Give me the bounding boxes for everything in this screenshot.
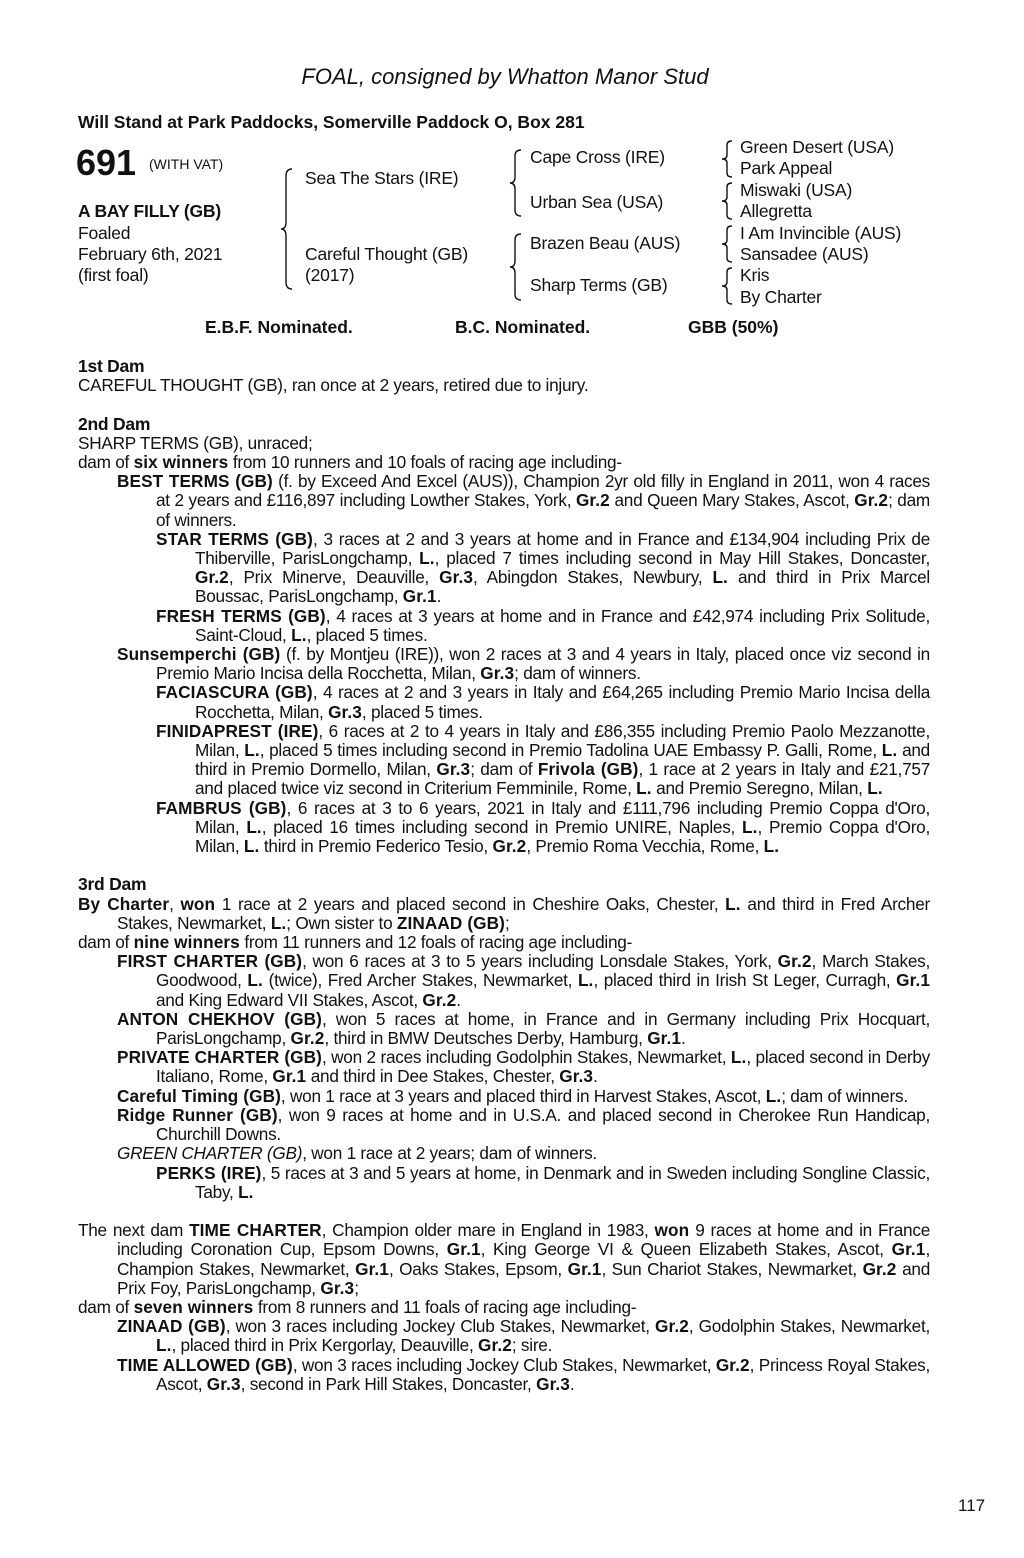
text: and Queen Mary Stakes, Ascot, — [609, 490, 855, 511]
foaled-date: February 6th, 2021 — [78, 244, 223, 264]
pedigree-paragraph — [78, 683, 930, 721]
bold-text: Gr.2 — [478, 1335, 512, 1356]
pedigree-paragraph — [78, 472, 930, 530]
text: , — [169, 893, 181, 914]
bold-text: FRESH TERMS (GB) — [156, 605, 326, 626]
text: from 8 runners and 11 foals of racing age including- — [253, 1296, 637, 1317]
bold-text: Frivola (GB) — [537, 759, 639, 780]
bold-text: L. — [577, 970, 594, 991]
text: and third in Prix Marcel Boussac, ParisLongchamp, — [195, 567, 930, 607]
text: , Prix Minerve, Deauville, — [228, 567, 440, 588]
bold-text: L. — [636, 778, 652, 799]
lot-number: 691 — [76, 142, 137, 183]
text: and Premio Seregno, Milan, — [651, 778, 868, 799]
text: , placed third in Prix Kergorlay, Deauville, — [171, 1335, 479, 1356]
pedigree-paragraph — [78, 1048, 930, 1086]
pedigree-paragraph — [78, 1144, 930, 1163]
italic-text: GREEN CHARTER (GB) — [117, 1143, 303, 1164]
bold-text: L. — [725, 893, 741, 914]
text: , Abingdon Stakes, Newbury, — [473, 567, 713, 588]
bold-text: L. — [730, 1047, 747, 1068]
bc-nomination: B.C. Nominated. — [455, 317, 591, 337]
bold-text: Gr.3 — [536, 1373, 570, 1394]
pedigree-paragraph — [78, 1087, 930, 1106]
bold-text: L. — [243, 836, 260, 857]
text: , 6 races at 3 to 6 years, 2021 in Italy and £111,796 including Premio Coppa d'Oro, Milan, — [195, 797, 930, 837]
ancestor-g4: Allegretta — [740, 201, 812, 221]
ancestor-g4: Green Desert (USA) — [740, 137, 894, 157]
text: CAREFUL THOUGHT (GB), ran once at 2 years, retired due to injury. — [78, 375, 589, 396]
text: and third in Premio Dormello, Milan, — [195, 740, 930, 780]
text: , Premio Roma Vecchia, Rome, — [526, 836, 764, 857]
text: , 1 race at 2 years in Italy and £21,757 and placed twice viz second in Criterium Femminile, Rome, — [195, 759, 930, 799]
bold-text: L. — [765, 1085, 782, 1106]
text: ; sire. — [511, 1335, 553, 1356]
pedigree-paragraph — [78, 1164, 930, 1202]
text: dam of — [78, 1296, 134, 1317]
bold-text: seven winners — [133, 1296, 254, 1317]
text: , Godolphin Stakes, Newmarket, — [688, 1316, 930, 1337]
bold-text: Ridge Runner (GB) — [117, 1104, 278, 1125]
bold-text: L. — [244, 740, 260, 761]
bold-text: FINIDAPREST (IRE) — [156, 720, 319, 741]
text: , King George VI & Queen Elizabeth Stakes, Ascot, — [480, 1239, 892, 1260]
pedigree-paragraph — [78, 1298, 930, 1317]
text: The next dam — [78, 1220, 190, 1241]
bold-text: Gr.3 — [480, 663, 515, 684]
text: , Princess Royal Stakes, Ascot, — [156, 1354, 931, 1394]
bold-text: L. — [247, 970, 263, 991]
bold-text: L. — [419, 548, 435, 569]
bold-text: Gr.3 — [320, 1277, 355, 1298]
sire-of-dam: Brazen Beau (AUS) — [530, 233, 681, 253]
text: third in Premio Federico Tesio, — [259, 836, 493, 857]
text: . — [593, 1066, 598, 1087]
text: , placed third in Irish St Leger, Curragh, — [593, 970, 897, 991]
text: , Oaks Stakes, Epsom, — [388, 1258, 568, 1279]
ancestor-g4: Kris — [740, 265, 770, 285]
pedigree-brace — [720, 225, 734, 263]
dam-of-sire: Urban Sea (USA) — [530, 192, 664, 212]
pedigree-brace — [720, 267, 734, 305]
section-heading — [78, 875, 930, 894]
pedigree-brace — [509, 149, 523, 217]
text: 9 races at home and in France including Coronation Cup, Epsom Downs, — [117, 1220, 930, 1260]
text: , won 5 races at home, in France and in Germany including Prix Hocquart, ParisLongchamp, — [156, 1008, 931, 1049]
bold-text: L. — [763, 836, 780, 857]
text: , Premio Coppa d'Oro, Milan, — [195, 816, 930, 857]
text: , placed 5 times. — [306, 624, 428, 645]
text: dam of — [78, 932, 134, 953]
pedigree-paragraph — [78, 1317, 930, 1355]
pedigree-paragraph — [78, 722, 930, 799]
text: , second in Park Hill Stakes, Doncaster, — [240, 1373, 537, 1394]
bold-text: Gr.2 — [492, 836, 527, 857]
pedigree-paragraph — [78, 952, 930, 1010]
spacer — [78, 395, 930, 414]
text: , won 2 races including Godolphin Stakes, Newmarket, — [321, 1047, 731, 1068]
text: from 10 runners and 10 foals of racing age including- — [228, 452, 622, 472]
bold-text: Gr.1 — [355, 1258, 389, 1279]
text: 3rd Dam — [78, 874, 147, 895]
bold-text: STAR TERMS (GB) — [156, 528, 313, 549]
bold-text: L. — [881, 740, 898, 761]
bold-text: L. — [246, 816, 262, 837]
pedigree-paragraph — [78, 895, 930, 933]
bold-text: FAMBRUS (GB) — [156, 797, 287, 818]
text: ; — [504, 912, 510, 933]
pedigree-paragraph — [78, 1221, 930, 1298]
text: (twice), Fred Archer Stakes, Newmarket, — [262, 970, 578, 991]
text: ; dam of winners. — [781, 1085, 908, 1106]
bold-text: Sunsemperchi (GB) — [117, 644, 281, 665]
text: (f. by Exceed And Excel (AUS)), Champion 2yr old filly in England in 2011, won 4 races at 2 years and £116,897 including Lowther Stakes, York, — [156, 471, 931, 511]
bold-text: Gr.2 — [655, 1316, 689, 1337]
pedigree-brace — [280, 168, 294, 290]
pedigree-brace — [720, 140, 734, 178]
bold-text: six winners — [133, 452, 229, 472]
bold-text: L. — [291, 624, 307, 645]
bold-text: Gr.1 — [402, 586, 437, 607]
bold-text: Gr.1 — [896, 970, 930, 991]
bold-text: BEST TERMS (GB) — [117, 471, 273, 492]
foaled-label: Foaled — [78, 223, 131, 243]
bold-text: L. — [742, 816, 758, 837]
bold-text: won — [180, 893, 216, 914]
bold-text: Gr.3 — [439, 567, 474, 588]
text: . — [569, 1373, 575, 1394]
text: , won 3 races including Jockey Club Stakes, Newmarket, — [225, 1316, 656, 1337]
ancestor-g4: I Am Invincible (AUS) — [740, 223, 902, 243]
bold-text: won — [654, 1220, 690, 1241]
text: 1 race at 2 years and placed second in Cheshire Oaks, Chester, — [215, 893, 726, 914]
text: , won 9 races at home and in U.S.A. and placed second in Cherokee Run Handicap, Churchill Downs. — [156, 1104, 930, 1145]
text: , placed 16 times including second in Premio UNIRE, Naples, — [261, 816, 743, 837]
text: 2nd Dam — [78, 413, 151, 434]
bold-text: Gr.1 — [567, 1258, 602, 1279]
text: , 5 races at 3 and 5 years at home, in Denmark and in Sweden including Songline Classic, Taby, — [195, 1162, 930, 1202]
pedigree-paragraph — [78, 1356, 930, 1394]
text: ; Own sister to — [286, 912, 397, 933]
gbb-note: GBB (50%) — [688, 317, 779, 337]
bold-text: Gr.2 — [575, 490, 610, 511]
bold-text: Gr.2 — [422, 989, 457, 1010]
pedigree-brace — [509, 233, 523, 301]
text: ; — [354, 1277, 359, 1298]
bold-text: FIRST CHARTER (GB) — [117, 951, 303, 972]
bold-text: TIME ALLOWED (GB) — [117, 1354, 293, 1375]
bold-text: Gr.2 — [290, 1028, 325, 1049]
pedigree-paragraph — [78, 530, 930, 607]
page-title: FOAL, consigned by Whatton Manor Stud — [301, 64, 709, 89]
bold-text: Careful Timing (GB) — [117, 1085, 281, 1106]
text: , placed 7 times including second in May Hill Stakes, Doncaster, — [434, 548, 930, 569]
bold-text: L. — [712, 567, 728, 588]
bold-text: ZINAAD (GB) — [117, 1316, 226, 1337]
text: dam of — [78, 452, 134, 472]
page-number: 117 — [958, 1496, 986, 1515]
bold-text: Gr.2 — [854, 490, 889, 511]
text: , Sun Chariot Stakes, Newmarket, — [601, 1258, 863, 1279]
text: SHARP TERMS (GB), unraced; — [78, 432, 313, 453]
bold-text: PERKS (IRE) — [156, 1162, 262, 1183]
spacer — [78, 1202, 930, 1221]
text: , placed second in Derby Italiano, Rome, — [156, 1047, 930, 1087]
vat-note: (WITH VAT) — [149, 156, 224, 172]
bold-text: ANTON CHEKHOV (GB) — [117, 1008, 322, 1029]
bold-text: Gr.3 — [559, 1066, 594, 1087]
text: , won 1 race at 2 years; dam of winners. — [302, 1143, 597, 1164]
text: , won 6 races at 3 to 5 years including Lonsdale Stakes, York, — [302, 951, 778, 972]
text: . — [456, 989, 461, 1010]
text: and Prix Foy, ParisLongchamp, — [117, 1258, 930, 1298]
pedigree-paragraph — [78, 434, 930, 453]
text: and third in Dee Stakes, Chester, — [306, 1066, 560, 1087]
pedigree-paragraph — [78, 933, 930, 952]
spacer — [78, 856, 930, 875]
bold-text: PRIVATE CHARTER (GB) — [117, 1047, 322, 1068]
pedigree-brace — [720, 182, 734, 220]
ancestor-g4: Miswaki (USA) — [740, 180, 853, 200]
text: ; dam of winners. — [156, 490, 930, 530]
bold-text: L. — [270, 912, 287, 933]
text: (f. by Montjeu (IRE)), won 2 races at 3 and 4 years in Italy, placed once viz second in Premio Mario Incisa della Rocchetta, Milan, — [156, 644, 930, 684]
text: ; dam of — [470, 759, 538, 780]
bold-text: Gr.3 — [206, 1373, 241, 1394]
text: , Champion older mare in England in 1983, — [321, 1220, 655, 1241]
bold-text: Gr.1 — [891, 1239, 926, 1260]
text: 1st Dam — [78, 356, 145, 376]
bold-text: Gr.2 — [777, 951, 812, 972]
text: and King Edward VII Stakes, Ascot, — [156, 989, 423, 1010]
sire-of-sire: Cape Cross (IRE) — [530, 147, 665, 167]
bold-text: L. — [238, 1181, 254, 1202]
bold-text: By Charter — [78, 893, 170, 914]
text: , Champion Stakes, Newmarket, — [117, 1239, 930, 1279]
text: . — [436, 586, 442, 607]
pedigree-paragraph — [78, 1010, 930, 1048]
text: . — [681, 1028, 686, 1049]
bold-text: nine winners — [133, 932, 240, 953]
section-heading — [78, 357, 930, 376]
bold-text: Gr.2 — [195, 567, 229, 588]
bold-text: Gr.3 — [328, 701, 362, 722]
bold-text: L. — [867, 778, 883, 799]
text: , 3 races at 2 and 3 years at home and in France and £134,904 including Prix de Thiberville, ParisLongchamp, — [195, 528, 931, 569]
pedigree-paragraph — [78, 799, 930, 857]
pedigree-paragraph — [78, 453, 930, 472]
ancestor-g4: Sansadee (AUS) — [740, 244, 869, 264]
text: and third in Fred Archer Stakes, Newmarket, — [117, 893, 930, 933]
ancestor-g4: By Charter — [740, 287, 822, 307]
pedigree-paragraph — [78, 607, 930, 645]
bold-text: TIME CHARTER — [189, 1220, 322, 1241]
catalogue-notes — [78, 357, 930, 1394]
dam: Careful Thought (GB) — [305, 244, 468, 264]
text: , won 3 races including Jockey Club Stakes, Newmarket, — [292, 1354, 716, 1375]
lot-name: A BAY FILLY (GB) — [78, 201, 221, 221]
pedigree-paragraph — [78, 1106, 930, 1144]
dam-year: (2017) — [305, 265, 355, 285]
dam-of-dam: Sharp Terms (GB) — [530, 275, 668, 295]
pedigree-paragraph — [78, 645, 930, 683]
bold-text: Gr.1 — [647, 1028, 682, 1049]
ebf-nomination: E.B.F. Nominated. — [205, 317, 353, 337]
text: , placed 5 times. — [361, 701, 483, 722]
bold-text: FACIASCURA (GB) — [156, 682, 313, 703]
text: , 6 races at 2 to 4 years in Italy and £86,355 including Premio Paolo Mezzanotte, Milan, — [195, 720, 930, 761]
bold-text: L. — [156, 1335, 172, 1356]
section-heading — [78, 415, 930, 434]
sire: Sea The Stars (IRE) — [305, 168, 459, 188]
text: , March Stakes, Goodwood, — [156, 951, 930, 991]
text: , 4 races at 2 and 3 years in Italy and £64,265 including Premio Mario Incisa della Rocchetta, Milan, — [195, 682, 930, 722]
bold-text: Gr.3 — [436, 759, 471, 780]
bold-text: Gr.2 — [715, 1354, 750, 1375]
text: , 4 races at 3 years at home and in France and £42,974 including Prix Solitude, Saint-Cloud, — [195, 605, 930, 645]
text: , placed 5 times including second in Premio Tadolina UAE Embassy P. Galli, Rome, — [259, 740, 882, 761]
ancestor-g4: Park Appeal — [740, 158, 833, 178]
pedigree-paragraph — [78, 376, 930, 395]
text: ; dam of winners. — [514, 663, 641, 684]
text: , third in BMW Deutsches Derby, Hamburg, — [324, 1028, 648, 1049]
stabling-location: Will Stand at Park Paddocks, Somerville Paddock O, Box 281 — [78, 112, 585, 132]
bold-text: Gr.2 — [862, 1258, 897, 1279]
bold-text: Gr.1 — [272, 1066, 307, 1087]
text: from 11 runners and 12 foals of racing age including- — [239, 932, 633, 953]
bold-text: ZINAAD (GB) — [396, 912, 505, 933]
foal-note: (first foal) — [78, 265, 149, 285]
bold-text: Gr.1 — [446, 1239, 481, 1260]
text: , won 1 race at 3 years and placed third in Harvest Stakes, Ascot, — [280, 1085, 766, 1106]
